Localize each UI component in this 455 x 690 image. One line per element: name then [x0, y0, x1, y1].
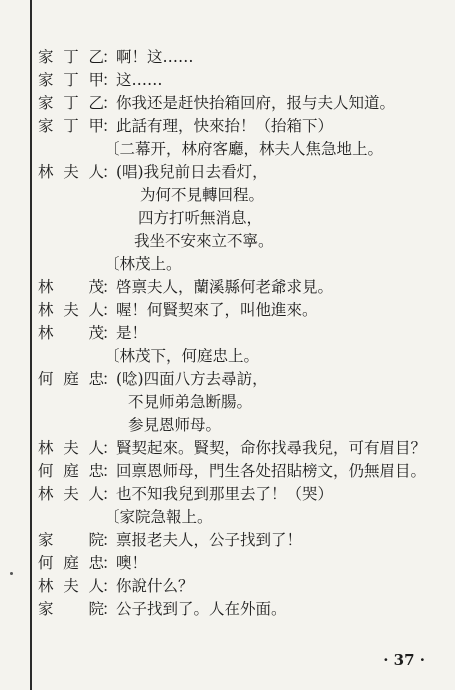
dialogue-text: 回禀恩师母，門生各处招貼榜文，仍無眉目。	[116, 462, 427, 480]
script-line	[38, 207, 447, 230]
speaker-name: 林夫人	[38, 577, 104, 595]
script-line	[38, 483, 447, 506]
speaker-name: 林夫人	[38, 301, 104, 319]
dialogue-text: 啓禀夫人，蘭溪縣何老爺求見。	[116, 278, 334, 296]
dialogue-text: 你說什么？	[116, 577, 194, 595]
dialogue-text: 这……	[116, 71, 163, 89]
speaker-separator: ：	[102, 485, 118, 503]
dialogue-text: 你我还是赶快抬箱回府，报与夫人知道。	[116, 94, 396, 112]
speaker-name: 林茂	[38, 278, 104, 296]
script-line	[38, 506, 447, 529]
script-line	[38, 598, 447, 621]
script-line	[38, 368, 447, 391]
speaker-separator: ：	[102, 278, 118, 296]
speaker-name: 家丁乙	[38, 94, 104, 112]
speaker-separator: ：	[102, 439, 118, 457]
script-line	[38, 184, 447, 207]
script-line	[38, 92, 447, 115]
dialogue-text: 禀报老夫人，公子找到了！	[116, 531, 303, 549]
speaker-separator: ：	[102, 48, 118, 66]
page-number: · 37 ·	[383, 651, 425, 669]
script-line	[38, 276, 447, 299]
speaker-name: 林夫人	[38, 163, 104, 181]
dialogue-text: 噢！	[116, 554, 148, 572]
stage-text: 不見师弟急断腸。	[128, 393, 253, 411]
script-line	[38, 138, 447, 161]
speaker-name: 何庭忠	[38, 370, 104, 388]
dialogue-text: (唱)我兒前日去看灯，	[116, 163, 268, 181]
speaker-separator: ：	[102, 554, 118, 572]
dialogue-text: 也不知我兒到那里去了！（哭）	[116, 485, 334, 503]
script-line	[38, 161, 447, 184]
speaker-separator: ：	[102, 600, 118, 618]
speaker-name: 林夫人	[38, 485, 104, 503]
speaker-name: 家院	[38, 600, 104, 618]
speaker-name: 家丁乙	[38, 48, 104, 66]
binding-line	[30, 0, 32, 690]
dialogue-text: 喔！何賢契來了，叫他進來。	[116, 301, 318, 319]
script-lines	[38, 46, 447, 621]
speaker-separator: ：	[102, 370, 118, 388]
paper-speck	[10, 572, 13, 575]
dialogue-text: 是！	[116, 324, 148, 342]
speaker-name: 林茂	[38, 324, 104, 342]
script-line	[38, 391, 447, 414]
dialogue-text: 賢契起來。賢契，命你找尋我兒，可有眉目？	[116, 439, 427, 457]
script-line	[38, 575, 447, 598]
script-line	[38, 437, 447, 460]
script-line	[38, 552, 447, 575]
script-line	[38, 345, 447, 368]
dialogue-text: 公子找到了。人在外面。	[116, 600, 287, 618]
script-line	[38, 230, 447, 253]
speaker-name: 何庭忠	[38, 554, 104, 572]
speaker-name: 林夫人	[38, 439, 104, 457]
speaker-separator: ：	[102, 117, 118, 135]
script-line	[38, 529, 447, 552]
script-line	[38, 115, 447, 138]
script-line	[38, 69, 447, 92]
speaker-separator: ：	[102, 324, 118, 342]
stage-text: 〔林茂上。	[104, 255, 182, 273]
dialogue-text: (唸)四面八方去尋訪，	[116, 370, 268, 388]
stage-text: 我坐不安來立不寧。	[134, 232, 274, 250]
stage-text: 〔家院急報上。	[104, 508, 213, 526]
script-line	[38, 299, 447, 322]
dialogue-text: 此話有理，快來抬！（抬箱下）	[116, 117, 334, 135]
stage-text: 参見恩师母。	[128, 416, 222, 434]
speaker-separator: ：	[102, 531, 118, 549]
speaker-separator: ：	[102, 462, 118, 480]
speaker-separator: ：	[102, 577, 118, 595]
speaker-separator: ：	[102, 94, 118, 112]
stage-text: 〔二幕开，林府客廳，林夫人焦急地上。	[104, 140, 384, 158]
speaker-name: 何庭忠	[38, 462, 104, 480]
speaker-name: 家丁甲	[38, 71, 104, 89]
script-line	[38, 253, 447, 276]
speaker-name: 家丁甲	[38, 117, 104, 135]
speaker-name: 家院	[38, 531, 104, 549]
speaker-separator: ：	[102, 301, 118, 319]
stage-text: 〔林茂下，何庭忠上。	[104, 347, 260, 365]
script-line	[38, 46, 447, 69]
script-line	[38, 322, 447, 345]
dialogue-text: 啊！这……	[116, 48, 194, 66]
speaker-separator: ：	[102, 163, 118, 181]
speaker-separator: ：	[102, 71, 118, 89]
script-line	[38, 460, 447, 483]
script-line	[38, 414, 447, 437]
stage-text: 为何不見轉回程。	[140, 186, 265, 204]
stage-text: 四方打听無消息，	[138, 209, 263, 227]
